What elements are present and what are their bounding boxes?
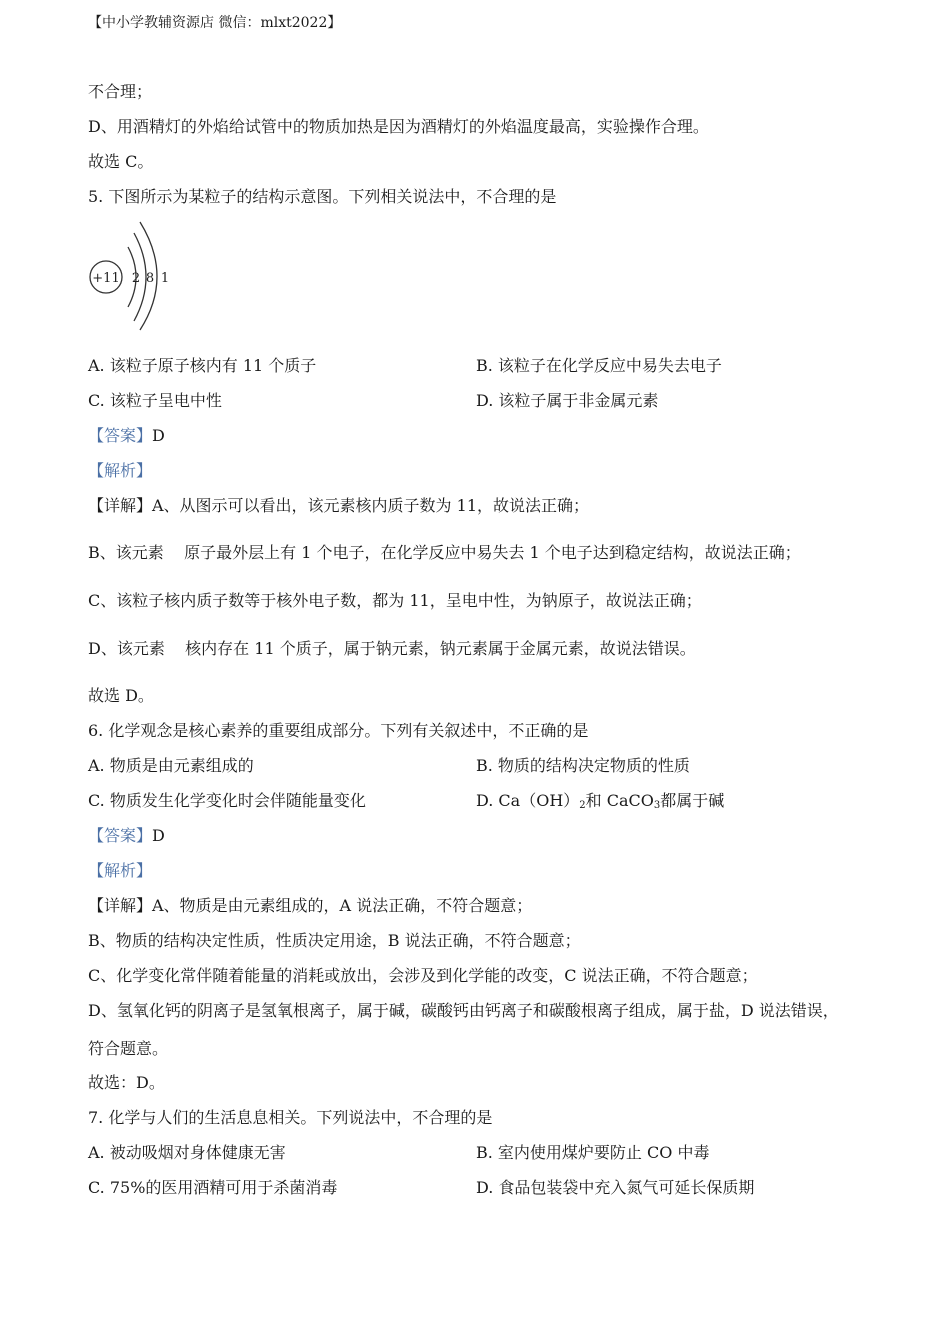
q5-conclusion: 故选 D。: [88, 686, 154, 705]
q7-option-b: B. 室内使用煤炉要防止 CO 中毒: [476, 1143, 710, 1162]
q4-tail-line: 不合理；: [88, 82, 153, 101]
q5-answer: [88, 426, 165, 446]
q6-option-c: C. 物质发生化学变化时会伴随能量变化: [88, 791, 366, 810]
q6-analysis-tag: 【解析】: [88, 861, 153, 880]
q6-answer: [88, 826, 165, 846]
q6-option-a: A. 物质是由元素组成的: [88, 756, 254, 775]
q5-detail-line: B、该元素 原子最外层上有 1 个电子，在化学反应中易失去 1 个电子达到稳定结构，故说法正确；: [88, 543, 801, 562]
q5-option-d: D. 该粒子属于非金属元素: [476, 391, 659, 410]
answer-tag: 【答案】: [88, 426, 153, 445]
q6-option-d-part: 都属于碱: [660, 791, 725, 810]
shell-2-electrons: 8: [145, 271, 155, 286]
answer-value: D: [152, 426, 165, 445]
q5-option-b: B. 该粒子在化学反应中易失去电子: [476, 356, 722, 375]
answer-tag: 【答案】: [88, 826, 153, 845]
q5-detail-line: D、该元素 核内存在 11 个质子，属于钠元素，钠元素属于金属元素，故说法错误。: [88, 639, 696, 658]
subscript: 2: [579, 800, 586, 811]
q6-option-b: B. 物质的结构决定物质的性质: [476, 756, 690, 775]
q6-detail-line: C、化学变化常伴随着能量的消耗或放出，会涉及到化学能的改变，C 说法正确，不符合题意；: [88, 966, 758, 985]
q7-option-d: D. 食品包装袋中充入氮气可延长保质期: [476, 1178, 755, 1197]
atom-structure-diagram: [86, 220, 186, 332]
q5-analysis-tag: 【解析】: [88, 461, 153, 480]
q5-stem: 5. 下图所示为某粒子的结构示意图。下列相关说法中，不合理的是: [88, 187, 557, 206]
shell-1-electrons: 2: [131, 271, 141, 286]
q6-detail-line: 符合题意。: [88, 1039, 169, 1058]
q7-stem: 7. 化学与人们的生活息息相关。下列说法中，不合理的是: [88, 1108, 493, 1127]
q4-tail-line: D、用酒精灯的外焰给试管中的物质加热是因为酒精灯的外焰温度最高，实验操作合理。: [88, 117, 709, 136]
q6-conclusion: 故选：D。: [88, 1073, 165, 1092]
q6-option-d-part: D. Ca（OH）: [476, 791, 580, 810]
subscript: 3: [653, 800, 661, 811]
q5-detail-line: 【详解】A、从图示可以看出，该元素核内质子数为 11，故说法正确；: [88, 496, 590, 515]
answer-value: D: [152, 826, 165, 845]
shell-3-electrons: 1: [160, 271, 170, 286]
q6-detail-line: D、氢氧化钙的阴离子是氢氧根离子，属于碱，碳酸钙由钙离子和碳酸根离子组成，属于盐，D 说法错误，: [88, 1001, 839, 1020]
q6-option-d: [476, 791, 724, 811]
q7-option-a: A. 被动吸烟对身体健康无害: [88, 1143, 286, 1162]
q6-stem: 6. 化学观念是核心素养的重要组成部分。下列有关叙述中，不正确的是: [88, 721, 589, 740]
q5-detail-line: C、该粒子核内质子数等于核外电子数，都为 11，呈电中性，为钠原子，故说法正确；: [88, 591, 702, 610]
page-header: 【中小学教辅资源店 微信：mlxt2022】: [88, 15, 342, 31]
q6-detail-line: 【详解】A、物质是由元素组成的，A 说法正确，不符合题意；: [88, 896, 533, 915]
q5-option-a: A. 该粒子原子核内有 11 个质子: [88, 356, 317, 375]
q5-option-c: C. 该粒子呈电中性: [88, 391, 222, 410]
q6-option-d-part: 和 CaCO: [585, 791, 654, 810]
q6-detail-line: B、物质的结构决定性质，性质决定用途，B 说法正确，不符合题意；: [88, 931, 581, 950]
nucleus-label: +11: [92, 271, 120, 286]
q7-option-c: C. 75%的医用酒精可用于杀菌消毒: [88, 1178, 338, 1197]
q4-tail-conclusion: 故选 C。: [88, 152, 154, 171]
